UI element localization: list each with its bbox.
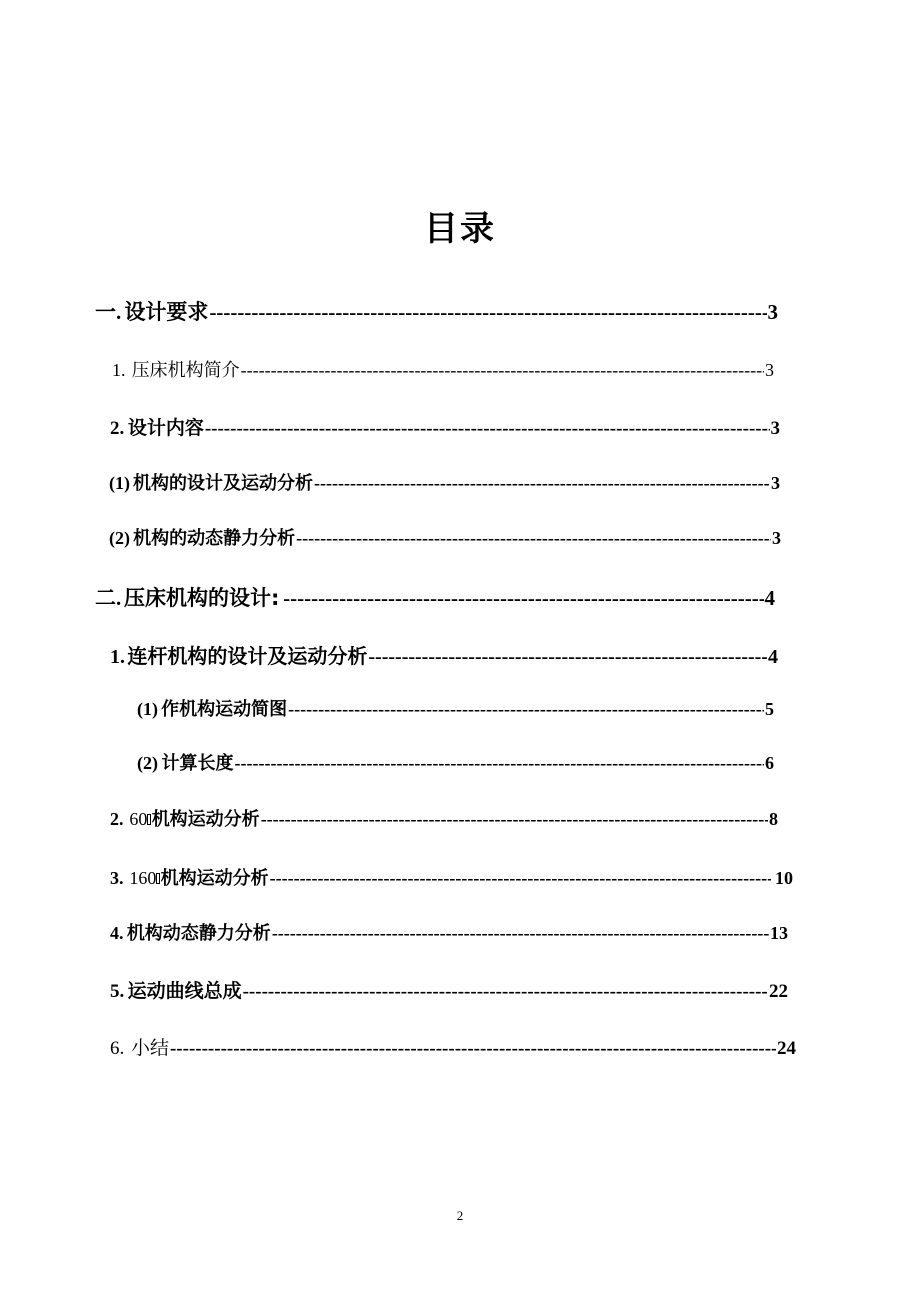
toc-entry-page: 3 [770, 418, 780, 439]
toc-entry-number: (1) [137, 699, 158, 719]
toc-entry-page: 22 [769, 981, 788, 1002]
toc-entry-number: (2) [109, 528, 130, 548]
toc-entry-label: 运动曲线总成 [127, 980, 242, 1002]
toc-leader-dashes [283, 586, 763, 611]
toc-entry-angle-value: 60 [129, 809, 148, 829]
toc-leader-dashes [243, 981, 768, 1003]
toc-entry-page: 3 [772, 528, 781, 548]
toc-entry-label: 压床机构简介 [131, 360, 240, 381]
toc-entry-linkage-design-motion[interactable] [110, 640, 778, 669]
toc-entry-label: 机构运动分析 [160, 868, 269, 889]
toc-leader-dashes [314, 473, 770, 494]
toc-entry-page: 4 [764, 586, 775, 610]
toc-entry-60-motion-analysis[interactable] [110, 805, 778, 831]
toc-entry-design-requirements[interactable] [95, 296, 778, 326]
toc-entry-press-design[interactable] [95, 582, 775, 612]
toc-leader-dashes [235, 753, 764, 774]
toc-entry-label: 机构运动分析 [151, 809, 260, 830]
toc-leader-dashes [209, 300, 766, 325]
toc-entry-label: 设计内容 [127, 417, 204, 439]
toc-leader-dashes [241, 360, 764, 381]
toc-entry-number: (1) [109, 473, 130, 493]
toc-leader-dashes [288, 699, 764, 720]
toc-entry-number: 2. [110, 809, 124, 829]
toc-entry-number: 2. [110, 418, 125, 439]
toc-entry-number: 3. [110, 868, 124, 888]
toc-entry-page: 3 [765, 360, 774, 380]
toc-entry-angle-value: 160 [129, 868, 157, 888]
toc-entry-number: (2) [137, 753, 158, 773]
toc-entry-label: 计算长度 [161, 753, 234, 774]
toc-entry-calculate-length[interactable] [137, 749, 774, 775]
toc-entry-label: 小结 [130, 1037, 169, 1059]
toc-entry-page: 24 [777, 1038, 796, 1059]
toc-entry-number: 5. [110, 981, 125, 1002]
toc-entry-label: 机构的设计及运动分析 [133, 473, 314, 494]
page-number: 2 [456, 1208, 464, 1223]
toc-leader-dashes [270, 868, 771, 889]
toc-entry-page: 5 [765, 699, 774, 719]
toc-entry-page: 13 [770, 923, 788, 943]
toc-entry-page: 10 [774, 868, 793, 888]
degree-symbol-icon [147, 814, 150, 825]
toc-entry-summary[interactable] [110, 1033, 796, 1060]
toc-entry-label: 机构动态静力分析 [126, 923, 271, 944]
toc-entry-dynamic-static-analysis[interactable] [109, 524, 781, 550]
toc-entry-motion-diagram[interactable] [137, 695, 774, 721]
toc-entry-page: 4 [768, 646, 778, 668]
toc-entry-number: 1. [112, 360, 126, 380]
toc-entry-label: 作机构运动简图 [161, 699, 288, 720]
toc-entry-page: 6 [765, 753, 774, 773]
toc-entry-motion-curves[interactable] [110, 976, 788, 1003]
toc-entry-number: 6. [110, 1038, 125, 1059]
toc-entry-page: 8 [769, 809, 778, 829]
toc-entry-mechanism-dynamic-static[interactable] [110, 919, 788, 945]
toc-leader-dashes [261, 809, 768, 830]
toc-leader-dashes [296, 528, 771, 549]
toc-entry-label: 连杆机构的设计及运动分析 [127, 644, 368, 668]
toc-leader-dashes [368, 646, 767, 669]
toc-entry-number: 二. [95, 586, 122, 610]
toc-leader-dashes [272, 923, 769, 944]
toc-entry-number: 4. [110, 923, 124, 943]
degree-symbol-icon [156, 873, 159, 884]
toc-entry-design-content[interactable] [110, 413, 780, 440]
toc-entry-page: 3 [767, 300, 778, 324]
toc-entry-160-motion-analysis[interactable] [110, 864, 793, 890]
toc-leader-dashes [170, 1038, 776, 1060]
toc-leader-dashes [205, 418, 770, 440]
toc-entry-label: 压床机构的设计: [124, 586, 280, 610]
toc-entry-number: 一. [95, 300, 122, 324]
toc-title: 目录 [424, 209, 496, 249]
toc-entry-mechanism-design-motion[interactable] [109, 469, 780, 495]
toc-entry-label: 机构的动态静力分析 [133, 528, 296, 549]
toc-entry-page: 3 [771, 473, 780, 493]
toc-entry-number: 1. [110, 646, 125, 668]
toc-entry-label: 设计要求 [124, 300, 209, 324]
toc-entry-press-intro[interactable] [112, 356, 774, 382]
